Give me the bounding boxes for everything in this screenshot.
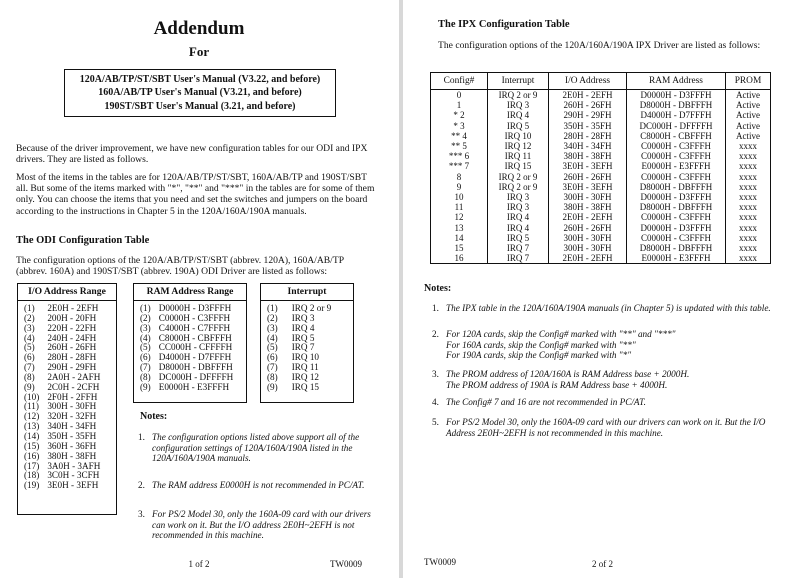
io-address-index: (17) (24, 460, 40, 471)
cell-io-address: 350H - 35FH (549, 121, 627, 131)
ram-address-value: C0000H - C3FFFH (158, 312, 231, 323)
cell-interrupt: IRQ 3 (488, 202, 549, 212)
cell-config-number: ** 5 (431, 141, 488, 151)
ram-address-index: (3) (140, 322, 151, 333)
io-address-index: (7) (24, 362, 35, 373)
io-address-index: (18) (24, 470, 40, 481)
io-address-value: 360H - 36FH (47, 440, 97, 451)
io-address-value: 2A0H - 2AFH (47, 371, 101, 382)
ipx-heading: The IPX Configuration Table (438, 19, 570, 30)
cell-io-address: 3E0H - 3EFH (549, 182, 627, 192)
cell-io-address: 2E0H - 2EFH (549, 212, 627, 222)
io-address-value: 3C0H - 3CFH (47, 470, 100, 481)
io-address-index: (5) (24, 342, 35, 353)
items-paragraph: Most of the items in the tables are for 120A/AB/TP/ST/SBT, 160A/AB/TP and 190ST/SBT all. But some of the items marked with "*", "**" and "***" in the tables are for some of them only. You can choose the items that you need and set the switches and jumpers on the board according to the instructions in Chapter 5 in the 120A/160A/190A manuals. (16, 172, 375, 217)
io-address-value: 3A0H - 3AFH (47, 460, 101, 471)
cell-interrupt: IRQ 15 (488, 161, 549, 171)
io-address-index: (11) (24, 401, 39, 412)
io-address-value: 200H - 20FH (47, 312, 97, 323)
cell-config-number: 14 (431, 233, 488, 243)
cell-prom: xxxx (726, 172, 771, 182)
cell-io-address: 260H - 26FH (549, 223, 627, 233)
cell-interrupt: IRQ 3 (488, 100, 549, 110)
cell-interrupt: IRQ 4 (488, 212, 549, 222)
table-row (431, 233, 771, 243)
ram-address-header: RAM Address Range (146, 286, 234, 297)
ipx-config-table (430, 72, 771, 264)
io-address-index: (4) (24, 332, 35, 343)
io-address-row (22, 481, 102, 491)
cell-ram-address: D0000H - D3FFFH (627, 223, 726, 233)
right-doc-code: TW0009 (424, 557, 456, 567)
interrupt-index: (9) (267, 381, 278, 392)
io-address-value: 260H - 26FH (47, 342, 97, 353)
interrupt-index: (8) (267, 371, 278, 382)
cell-interrupt: IRQ 2 or 9 (488, 182, 549, 192)
cell-interrupt: IRQ 10 (488, 131, 549, 141)
cell-prom: xxxx (726, 151, 771, 161)
table-row (431, 212, 771, 222)
cell-io-address: 2E0H - 2EFH (549, 90, 627, 101)
odi-note-3: 3. For PS/2 Model 30, only the 160A-09 card with our drivers can work on it. But the I/O address 2E0H~2EFH is not recommended in this machine. (138, 509, 371, 541)
interrupt-value: IRQ 7 (291, 342, 315, 353)
interrupt-value: IRQ 5 (291, 332, 315, 343)
cell-config-number: 13 (431, 223, 488, 233)
cell-config-number: 0 (431, 90, 488, 101)
cell-io-address: 300H - 30FH (549, 233, 627, 243)
cell-config-number: *** 7 (431, 161, 488, 171)
left-doc-code: TW0009 (330, 559, 362, 569)
io-address-value: 300H - 30FH (47, 401, 97, 412)
interrupt-header: Interrupt (287, 286, 327, 297)
ram-address-value: D8000H - DBFFFH (158, 362, 233, 373)
ram-address-index: (5) (140, 342, 151, 353)
cell-ram-address: C0000H - C3FFFH (627, 141, 726, 151)
ram-address-value: D0000H - D3FFFH (158, 303, 232, 313)
io-address-value: 280H - 28FH (47, 352, 97, 363)
ipx-note-2: 2. For 120A cards, skip the Config# marked with "**" and "***" For 160A cards, skip the Config# marked with "**" For 190A cards, skip the Config# marked with "*" (432, 329, 676, 361)
interrupt-value: IRQ 4 (291, 322, 315, 333)
cell-ram-address: E0000H - E3FFFH (627, 253, 726, 264)
interrupt-index: (1) (267, 303, 278, 313)
interrupt-value: IRQ 11 (291, 362, 319, 373)
cell-config-number: 16 (431, 253, 488, 264)
ram-address-index: (1) (140, 303, 151, 313)
cell-io-address: 300H - 30FH (549, 243, 627, 253)
cell-prom: xxxx (726, 182, 771, 192)
cell-interrupt: IRQ 11 (488, 151, 549, 161)
cell-config-number: 9 (431, 182, 488, 192)
cell-config-number: * 2 (431, 110, 488, 120)
interrupt-list (265, 304, 333, 393)
cell-config-number: 12 (431, 212, 488, 222)
ram-address-value: C4000H - C7FFFH (158, 322, 231, 333)
io-address-index: (12) (24, 411, 40, 422)
odi-note-1: 1. The configuration options listed above support all of the configuration settings of 120A/160A/190A listed in the 120A/160A/190A manuals. (138, 432, 360, 464)
table-row (431, 223, 771, 233)
cell-io-address: 280H - 28FH (549, 131, 627, 141)
cell-interrupt: IRQ 3 (488, 192, 549, 202)
cell-config-number: 1 (431, 100, 488, 110)
io-address-index: (19) (24, 480, 40, 491)
io-address-value: 3E0H - 3EFH (47, 480, 99, 491)
ram-address-index: (4) (140, 332, 151, 343)
cell-ram-address: D8000H - DBFFFH (627, 100, 726, 110)
ram-address-index: (2) (140, 312, 151, 323)
cell-config-number: 15 (431, 243, 488, 253)
ram-address-index: (6) (140, 352, 151, 363)
cell-interrupt: IRQ 4 (488, 110, 549, 120)
io-address-value: 240H - 24FH (47, 332, 97, 343)
io-address-value: 340H - 34FH (47, 421, 97, 432)
cell-config-number: ** 4 (431, 131, 488, 141)
io-address-index: (9) (24, 381, 35, 392)
cell-interrupt: IRQ 12 (488, 141, 549, 151)
interrupt-table (260, 283, 354, 403)
left-page-number: 1 of 2 (188, 559, 210, 569)
cell-io-address: 380H - 38FH (549, 202, 627, 212)
ipx-notes-heading: Notes: (424, 283, 452, 294)
cell-io-address: 260H - 26FH (549, 100, 627, 110)
cell-ram-address: D4000H - D7FFFH (627, 110, 726, 120)
right-page-number: 2 of 2 (592, 559, 613, 569)
io-address-table (17, 283, 117, 515)
col-ram-address: RAM Address (627, 73, 726, 90)
manual-line-2: 160A/AB/TP User's Manual (V3.21, and before) (98, 87, 302, 99)
table-row (431, 172, 771, 182)
table-row (431, 243, 771, 253)
manuals-box (64, 69, 336, 117)
cell-interrupt: IRQ 5 (488, 121, 549, 131)
io-address-value: 2C0H - 2CFH (47, 381, 100, 392)
cell-io-address: 260H - 26FH (549, 172, 627, 182)
cell-io-address: 380H - 38FH (549, 151, 627, 161)
io-address-index: (10) (24, 391, 40, 402)
io-address-value: 320H - 32FH (47, 411, 97, 422)
interrupt-index: (7) (267, 362, 278, 373)
cell-io-address: 300H - 30FH (549, 192, 627, 202)
ram-address-table (133, 283, 247, 403)
cell-prom: Active (726, 100, 771, 110)
cell-prom: Active (726, 90, 771, 101)
interrupt-value: IRQ 12 (291, 371, 320, 382)
intro-paragraph: Because of the driver improvement, we have new configuration tables for our ODI and IPX drivers. They are listed as follows. (16, 143, 368, 166)
cell-prom: Active (726, 131, 771, 141)
cell-interrupt: IRQ 4 (488, 223, 549, 233)
cell-ram-address: E0000H - E3FFFH (627, 161, 726, 171)
cell-ram-address: D8000H - DBFFFH (627, 243, 726, 253)
cell-interrupt: IRQ 7 (488, 243, 549, 253)
cell-prom: xxxx (726, 223, 771, 233)
io-address-index: (13) (24, 421, 40, 432)
right-page (404, 0, 801, 578)
table-row (431, 161, 771, 171)
io-address-index: (15) (24, 440, 40, 451)
cell-ram-address: C0000H - C3FFFH (627, 151, 726, 161)
table-row (431, 151, 771, 161)
interrupt-value: IRQ 2 or 9 (291, 303, 332, 313)
odi-note-2: 2. The RAM address E0000H is not recommended in PC/AT. (138, 480, 365, 490)
cell-prom: xxxx (726, 253, 771, 264)
cell-ram-address: D0000H - D3FFFH (627, 192, 726, 202)
interrupt-value: IRQ 10 (291, 352, 320, 363)
ram-address-row (138, 383, 235, 393)
ram-address-value: DC000H - DFFFFH (158, 371, 234, 382)
ram-address-index: (7) (140, 362, 151, 373)
page-gutter (399, 0, 403, 578)
cell-config-number: 11 (431, 202, 488, 212)
manual-line-3: 190ST/SBT User's Manual (3.21, and before) (104, 100, 296, 112)
cell-ram-address: D8000H - DBFFFH (627, 202, 726, 212)
ipx-note-1: 1. The IPX table in the 120A/160A/190A manuals (in Chapter 5) is updated with this table. (432, 303, 771, 313)
cell-ram-address: DC000H - DFFFFH (627, 121, 726, 131)
cell-interrupt: IRQ 5 (488, 233, 549, 243)
cell-io-address: 2E0H - 2EFH (549, 253, 627, 264)
io-address-index: (3) (24, 322, 35, 333)
interrupt-index: (6) (267, 352, 278, 363)
cell-prom: xxxx (726, 233, 771, 243)
ipx-note-5: 5. For PS/2 Model 30, only the 160A-09 card with our drivers can work on it. But the I/O Address 2E0H~2EFH is not recommended in this machine. (432, 417, 766, 438)
ram-address-value: E0000H - E3FFFH (158, 381, 230, 392)
cell-prom: xxxx (726, 202, 771, 212)
cell-prom: xxxx (726, 243, 771, 253)
cell-ram-address: C0000H - C3FFFH (627, 233, 726, 243)
table-row (431, 202, 771, 212)
io-address-value: 2E0H - 2EFH (47, 303, 99, 313)
io-address-index: (1) (24, 303, 35, 313)
table-row (431, 110, 771, 120)
cell-io-address: 290H - 29FH (549, 110, 627, 120)
io-address-value: 2F0H - 2FFH (47, 391, 98, 402)
interrupt-row (265, 383, 333, 393)
interrupt-value: IRQ 3 (291, 312, 315, 323)
table-row (431, 192, 771, 202)
interrupt-index: (2) (267, 312, 278, 323)
col-prom: PROM (726, 73, 771, 90)
io-address-header: I/O Address Range (28, 286, 106, 297)
odi-notes-heading: Notes: (140, 411, 168, 422)
col-interrupt: Interrupt (488, 73, 549, 90)
interrupt-value: IRQ 15 (291, 381, 320, 392)
manual-line-1: 120A/AB/TP/ST/SBT User's Manual (V3.22, and before) (79, 74, 321, 85)
cell-config-number: * 3 (431, 121, 488, 131)
cell-ram-address: D8000H - DBFFFH (627, 182, 726, 192)
interrupt-index: (5) (267, 342, 278, 353)
cell-prom: xxxx (726, 212, 771, 222)
ram-address-index: (8) (140, 371, 151, 382)
ram-address-index: (9) (140, 381, 151, 392)
cell-interrupt: IRQ 7 (488, 253, 549, 264)
interrupt-index: (3) (267, 322, 278, 333)
cell-prom: xxxx (726, 161, 771, 171)
io-address-value: 350H - 35FH (47, 430, 97, 441)
io-address-value: 220H - 22FH (47, 322, 97, 333)
cell-config-number: 8 (431, 172, 488, 182)
io-address-index: (16) (24, 450, 40, 461)
io-address-index: (2) (24, 312, 35, 323)
cell-ram-address: D0000H - D3FFFH (627, 90, 726, 101)
table-row (431, 131, 771, 141)
ipx-intro: The configuration options of the 120A/160A/190A IPX Driver are listed as follows: (438, 40, 761, 51)
ipx-note-3: 3. The PROM address of 120A/160A is RAM Address base + 2000H. The PROM address of 190A is RAM Address base + 4000H. (432, 369, 690, 390)
interrupt-index: (4) (267, 332, 278, 343)
table-row (431, 121, 771, 131)
cell-interrupt: IRQ 2 or 9 (488, 172, 549, 182)
ram-address-value: D4000H - D7FFFH (158, 352, 232, 363)
odi-intro-paragraph: The configuration options of the 120A/AB/TP/ST/SBT (abbrev. 120A), 160A/AB/TP (abbrev. 160A) and 190ST/SBT (abbrev. 190A) ODI Driver are listed as follows: (16, 255, 344, 278)
io-address-value: 380H - 38FH (47, 450, 97, 461)
cell-ram-address: C0000H - C3FFFH (627, 172, 726, 182)
left-page (0, 0, 398, 578)
cell-ram-address: C8000H - CBFFFH (627, 131, 726, 141)
addendum-title: Addendum (153, 18, 245, 39)
cell-interrupt: IRQ 2 or 9 (488, 90, 549, 101)
io-address-value: 290H - 29FH (47, 362, 97, 373)
cell-ram-address: C0000H - C3FFFH (627, 212, 726, 222)
cell-config-number: 10 (431, 192, 488, 202)
ram-address-value: C8000H - CBFFFH (158, 332, 232, 343)
io-address-list (22, 304, 102, 491)
table-row (431, 100, 771, 110)
addendum-subtitle: For (188, 44, 210, 59)
io-address-index: (6) (24, 352, 35, 363)
odi-heading: The ODI Configuration Table (16, 235, 150, 246)
cell-io-address: 3E0H - 3EFH (549, 161, 627, 171)
cell-prom: Active (726, 121, 771, 131)
ram-address-value: CC000H - CFFFFH (158, 342, 233, 353)
table-row (431, 90, 771, 101)
col-io-address: I/O Address (549, 73, 627, 90)
table-row (431, 141, 771, 151)
table-row (431, 182, 771, 192)
io-address-index: (14) (24, 430, 40, 441)
ram-address-list (138, 304, 235, 393)
table-row (431, 253, 771, 264)
cell-prom: xxxx (726, 192, 771, 202)
cell-prom: Active (726, 110, 771, 120)
ipx-note-4: 4. The Config# 7 and 16 are not recommended in PC/AT. (432, 397, 646, 407)
cell-config-number: *** 6 (431, 151, 488, 161)
cell-prom: xxxx (726, 141, 771, 151)
col-config: Config# (431, 73, 488, 90)
cell-io-address: 340H - 34FH (549, 141, 627, 151)
io-address-index: (8) (24, 371, 35, 382)
